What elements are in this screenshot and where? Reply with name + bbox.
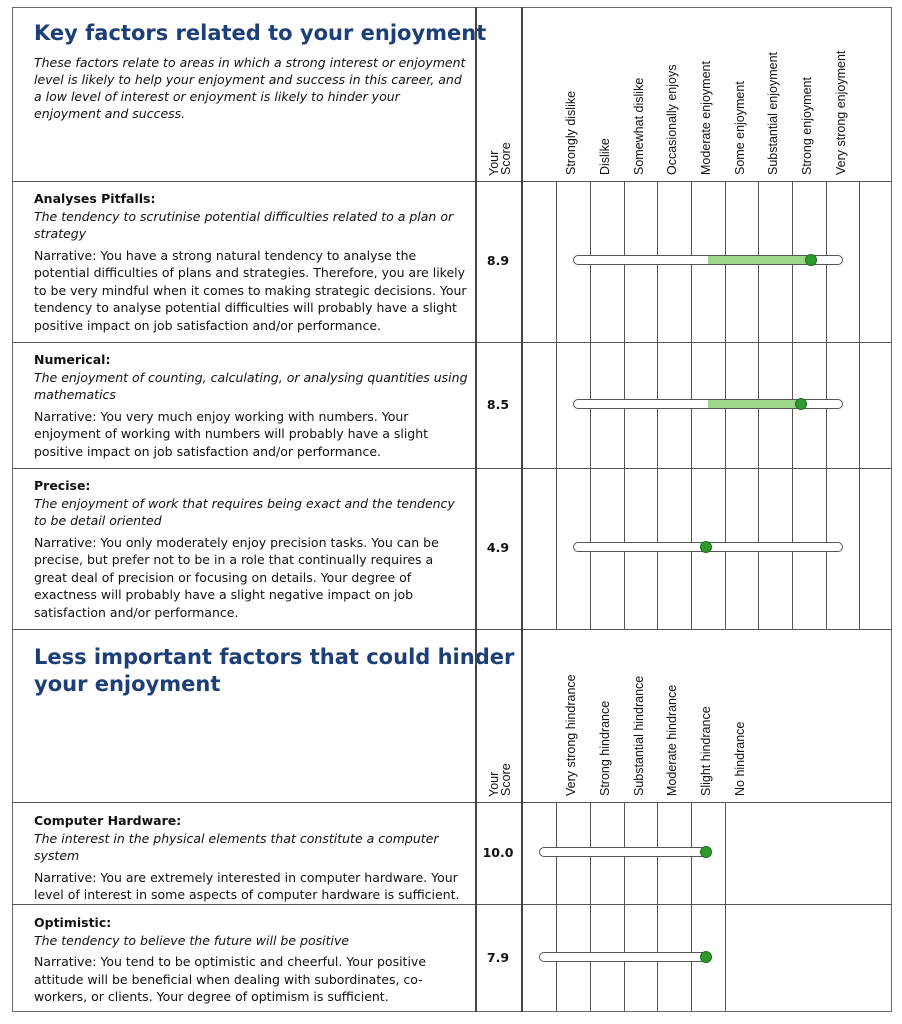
factor-description: The enjoyment of work that requires being exact and the tendency to be detail oriented [34,495,455,528]
section2-scale-label: Strong hindrance [598,700,612,796]
factor-name: Numerical: [34,352,111,367]
factor-row-numerical [34,351,468,460]
section1-scale-label: Some enjoyment [733,81,747,175]
factor-name: Optimistic: [34,915,112,930]
section1-scale-label: Occasionally enjoys [665,64,679,175]
factor-description: The enjoyment of counting, calculating, or analysing quantities using mathematics [34,369,468,402]
row-divider [12,468,892,469]
section2-scale-label: Moderate hindrance [665,684,679,796]
factor-row-optimistic [34,914,468,1006]
scale-gridline [624,802,625,1012]
scale-gridline [859,181,860,629]
scale-gridline [556,181,557,629]
section1-scale-label: Substantial enjoyment [766,52,780,175]
section2-score-bar [539,952,711,962]
factor-row-analyses-pitfalls [34,190,468,334]
factor-score: 4.9 [486,540,510,555]
section1-title: Key factors related to your enjoyment [34,21,487,45]
factor-narrative: Narrative: You tend to be optimistic and cheerful. Your positive attitude will be beneficial when dealing with subordinates, co-workers, or clients. Your degree of optimism is sufficient. [34,954,427,1004]
score-bar-fill [708,256,811,264]
section2-scale-label: Slight hindrance [699,706,713,796]
factor-name: Analyses Pitfalls: [34,191,156,206]
factor-name: Precise: [34,478,91,493]
row-divider [12,181,892,182]
factor-description: The tendency to scrutinise potential difficulties related to a plan or strategy [34,208,454,241]
section1-score-bar [573,542,843,552]
score-marker [795,398,807,410]
section1-scale-label: Dislike [598,138,612,175]
row-divider [12,904,892,905]
row-divider [12,802,892,803]
section1-score-label: Your Score [487,142,513,176]
section1-scale-label: Somewhat dislike [632,77,646,175]
factor-description: The interest in the physical elements that constitute a computer system [34,830,439,863]
factor-score: 8.5 [486,397,510,412]
row-divider [12,629,892,630]
section2-title: Less important factors that could hinder your enjoyment [34,645,515,696]
factor-narrative: Narrative: You only moderately enjoy precision tasks. You can be precise, but prefer not to be in a role that continually requires a great deal of precision or focusing on details. Your degree of exactness will probably have a slight negative impact on job satisfaction and/or performance. [34,534,439,620]
score-bar-fill [708,400,801,408]
factor-row-precise [34,477,468,621]
section1-scale-label: Strong enjoyment [800,77,814,175]
factor-description: The tendency to believe the future will be positive [34,932,350,948]
score-column-divider [475,7,477,629]
factor-narrative: Narrative: You very much enjoy working with numbers. Your enjoyment of working with numbers will probably have a slight positive impact on job satisfaction and/or performance. [34,408,429,459]
section1-scale-label: Strongly dislike [564,90,578,175]
row-divider [12,342,892,343]
score-marker [700,846,712,858]
section1-scale-label: Very strong enjoyment [834,50,848,175]
scale-gridline [657,802,658,1012]
factor-score: 7.9 [486,950,510,965]
scale-gridline [691,802,692,1012]
score-column-divider [475,629,477,1012]
factor-narrative: Narrative: You are extremely interested in computer hardware. Your level of interest in some aspects of computer hardware is sufficient. [34,869,460,902]
scale-column-divider [521,629,523,1012]
factor-score: 8.9 [486,253,510,268]
section2-score-label: Your Score [487,763,513,797]
section1-intro: These factors relate to areas in which a strong interest or enjoyment level is likely to help your enjoyment and success in this career, and a low level of interest or enjoyment is likely to hinder your enjoyment and success. [34,55,466,121]
factor-name: Computer Hardware: [34,813,182,828]
score-marker [700,951,712,963]
factor-row-computer-hardware [34,812,468,904]
factor-score: 10.0 [482,845,514,860]
score-marker [700,541,712,553]
section2-score-bar [539,847,711,857]
scale-gridline [556,802,557,1012]
factor-narrative: Narrative: You have a strong natural tendency to analyse the potential difficulties of plans and strategies. Therefore, you are likely to be very mindful when it comes to making strategic decisions. Your tendency to analyse potential difficulties will probably have a slight positive impact on job satisfaction and/or performance. [34,247,467,333]
section2-scale-label: Very strong hindrance [564,674,578,796]
section2-scale-label: Substantial hindrance [632,675,646,796]
score-marker [805,254,817,266]
scale-gridline [725,802,726,1012]
section2-scale-label: No hindrance [733,721,747,796]
scale-column-divider [521,7,523,629]
section1-score-bar [573,399,843,409]
scale-gridline [590,802,591,1012]
section1-scale-label: Moderate enjoyment [699,61,713,175]
section1-score-bar [573,255,843,265]
